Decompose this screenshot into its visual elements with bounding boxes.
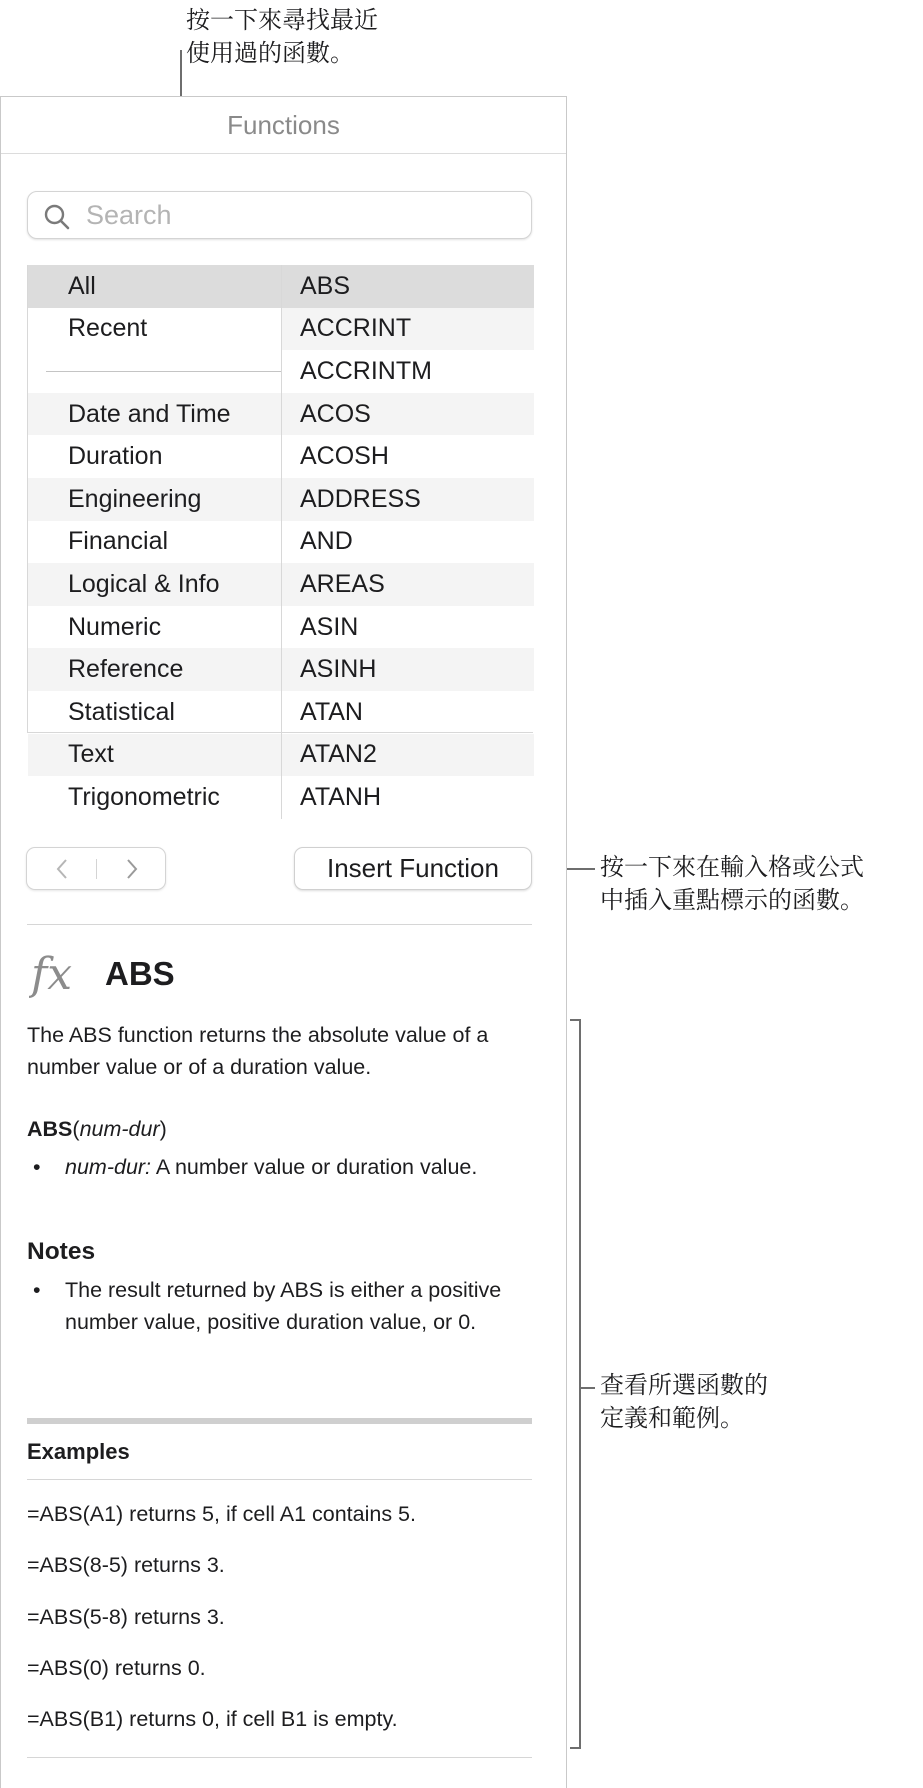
functions-panel (0, 96, 567, 1788)
callout-definition-line (581, 1387, 595, 1389)
bullet-dot: • (33, 1155, 41, 1179)
fx-icon (29, 945, 87, 1003)
search-input[interactable] (86, 192, 516, 238)
callout-recent: 按一下來尋找最近 使用過的函數。 (186, 6, 378, 67)
forward-button[interactable] (97, 848, 166, 889)
category-separator (28, 350, 281, 393)
syntax-open: ( (72, 1117, 80, 1141)
argument-name: num-dur: (65, 1155, 152, 1179)
category-item-reference[interactable]: Reference (28, 648, 281, 691)
note-item (27, 1274, 532, 1338)
divider (27, 924, 532, 925)
function-name: ABS (105, 955, 175, 992)
example-item: =ABS(8-5) returns 3. (27, 1553, 225, 1577)
search-icon (43, 203, 71, 231)
callout-insert-function: 按一下來在輸入格或公式 中插入重點標示的函數。 (600, 853, 864, 914)
chevron-left-icon (55, 857, 69, 881)
argument-item (27, 1151, 532, 1183)
notes-title: Notes (27, 1238, 96, 1265)
category-item-duration[interactable]: Duration (68, 442, 163, 471)
category-item-logical-info[interactable]: Logical & Info (28, 563, 281, 606)
syntax-close: ) (159, 1117, 167, 1141)
category-item-numeric[interactable]: Numeric (68, 612, 162, 641)
example-item: =ABS(A1) returns 5, if cell A1 contains 5. (27, 1502, 416, 1526)
category-item-financial[interactable]: Financial (68, 527, 169, 556)
category-item-statistical[interactable]: Statistical (68, 697, 175, 726)
back-button[interactable] (27, 848, 96, 889)
category-item-trigonometric[interactable]: Trigonometric (68, 782, 220, 811)
callout-definition-bracket (570, 1019, 581, 1749)
function-item-accrintm[interactable]: ACCRINTM (300, 356, 432, 385)
function-item-abs[interactable]: ABS (282, 265, 534, 308)
examples-header-divider (27, 1479, 532, 1480)
function-list (281, 265, 534, 819)
svg-text:fx: fx (31, 949, 73, 1000)
example-item: =ABS(B1) returns 0, if cell B1 is empty. (27, 1707, 398, 1731)
function-item-acos[interactable]: ACOS (282, 393, 534, 436)
chevron-right-icon (125, 857, 139, 881)
bottom-divider (27, 1757, 532, 1758)
function-item-atan[interactable]: ATAN (300, 697, 363, 726)
history-nav (26, 847, 166, 890)
function-item-and[interactable]: AND (300, 527, 353, 556)
bullet-dot: • (33, 1278, 41, 1302)
examples-title: Examples (27, 1439, 130, 1464)
function-item-address[interactable]: ADDRESS (282, 478, 534, 521)
syntax-function: ABS (27, 1117, 73, 1141)
argument-text: A number value or duration value. (151, 1155, 478, 1179)
function-browser (27, 265, 533, 811)
category-item-date-and-time[interactable]: Date and Time (28, 393, 281, 436)
note-text: The result returned by ABS is either a positive number value, positive duration value, or 0. (65, 1278, 502, 1334)
example-item: =ABS(5-8) returns 3. (27, 1605, 225, 1629)
function-description: The ABS function returns the absolute value of a number value or of a duration value. (27, 1023, 489, 1079)
category-item-all[interactable]: All (28, 265, 281, 308)
function-item-atan2[interactable]: ATAN2 (282, 734, 534, 777)
category-item-engineering[interactable]: Engineering (28, 478, 281, 521)
category-item-text[interactable]: Text (28, 734, 281, 777)
example-item: =ABS(0) returns 0. (27, 1656, 206, 1680)
callout-definition: 查看所選函數的 定義和範例。 (600, 1371, 768, 1432)
category-item-recent[interactable]: Recent (68, 314, 148, 343)
function-item-acosh[interactable]: ACOSH (300, 442, 389, 471)
function-syntax (27, 1113, 167, 1145)
panel-title: Functions (227, 109, 340, 140)
insert-function-button[interactable]: Insert Function (294, 847, 532, 890)
function-item-asin[interactable]: ASIN (300, 612, 359, 641)
category-list (28, 265, 281, 819)
function-item-areas[interactable]: AREAS (282, 563, 534, 606)
function-item-accrint[interactable]: ACCRINT (282, 308, 534, 351)
panel-header (1, 97, 566, 154)
function-item-atanh[interactable]: ATANH (300, 782, 382, 811)
search-box[interactable] (27, 191, 532, 239)
examples-divider (27, 1418, 532, 1424)
syntax-arg: num-dur (79, 1117, 160, 1141)
function-item-asinh[interactable]: ASINH (282, 648, 534, 691)
